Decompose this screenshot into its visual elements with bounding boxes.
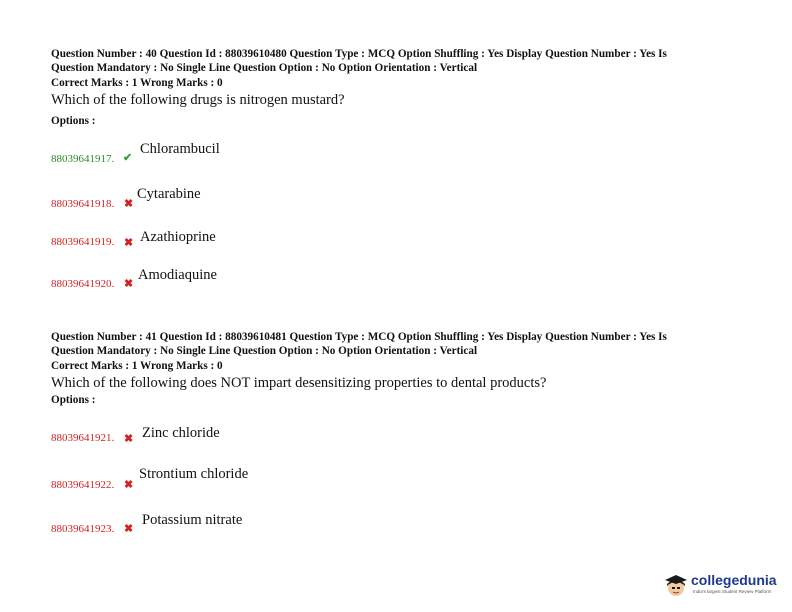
option-id: 88039641918. [51, 198, 115, 210]
question-meta-line2: Question Mandatory : No Single Line Question Option : No Option Orientation : Vertical [51, 62, 478, 75]
option-id: 88039641917. [51, 153, 115, 165]
question-meta-line2: Question Mandatory : No Single Line Question Option : No Option Orientation : Vertical [51, 345, 478, 358]
option-text: Strontium chloride [139, 466, 249, 482]
question-block-41 [51, 330, 751, 406]
collegedunia-logo [663, 570, 783, 602]
option-id: 88039641920. [51, 278, 115, 290]
option-text: Amodiaquine [138, 267, 217, 283]
question-marks: Correct Marks : 1 Wrong Marks : 0 [51, 359, 223, 372]
question-text: Which of the following drugs is nitrogen mustard? [51, 91, 345, 108]
cross-icon: ✖ [124, 198, 134, 210]
question-marks: Correct Marks : 1 Wrong Marks : 0 [51, 76, 223, 89]
option-id: 88039641923. [51, 523, 115, 535]
options-label: Options : [51, 393, 96, 406]
option-id: 88039641921. [51, 432, 115, 444]
cross-icon: ✖ [124, 523, 134, 535]
brand-tagline: India's largest Student Review Platform [693, 589, 772, 594]
option-id: 88039641919. [51, 236, 115, 248]
check-icon: ✔ [123, 152, 133, 164]
brand-name: collegedunia [691, 572, 777, 588]
question-block-40 [51, 47, 751, 127]
question-meta-line1: Question Number : 40 Question Id : 88039610480 Question Type : MCQ Option Shuffling : Yes Display Question Number : Yes Is [51, 48, 667, 60]
option-text: Cytarabine [137, 186, 201, 202]
option-id: 88039641922. [51, 479, 115, 491]
question-meta-line1: Question Number : 41 Question Id : 88039610481 Question Type : MCQ Option Shuffling : Yes Display Question Number : Yes Is [51, 331, 667, 343]
graduation-cap-icon [663, 572, 689, 598]
cross-icon: ✖ [124, 237, 134, 249]
question-text: Which of the following does NOT impart desensitizing properties to dental products? [51, 374, 547, 391]
option-text: Potassium nitrate [142, 512, 243, 528]
option-text: Chlorambucil [140, 141, 220, 157]
options-label: Options : [51, 114, 96, 127]
option-text: Azathioprine [140, 229, 216, 245]
option-text: Zinc chloride [142, 425, 220, 441]
cross-icon: ✖ [124, 433, 134, 445]
cross-icon: ✖ [124, 278, 134, 290]
cross-icon: ✖ [124, 479, 134, 491]
